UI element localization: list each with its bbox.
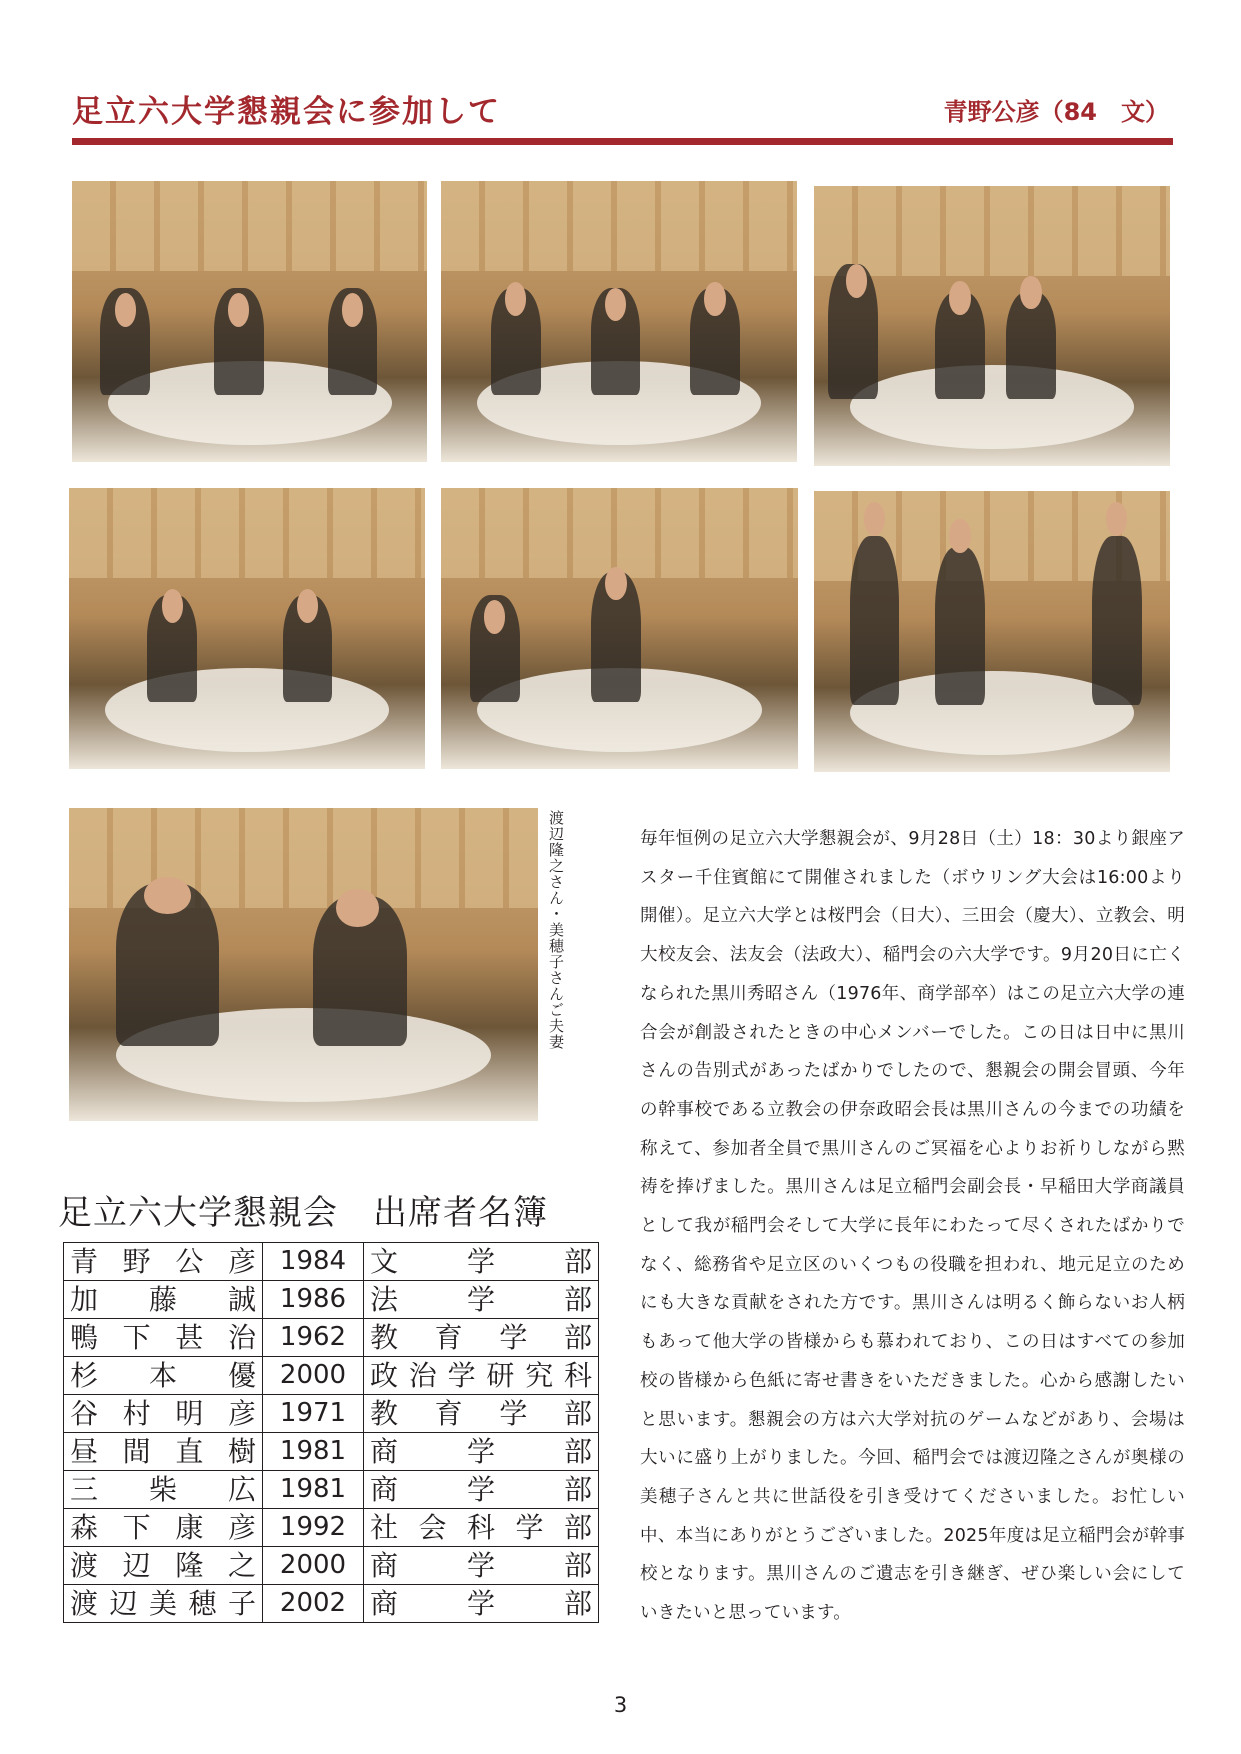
faculty: 商学部 xyxy=(364,1585,599,1623)
faculty: 法学部 xyxy=(364,1281,599,1319)
article-title: 足立六大学懇親会に参加して xyxy=(72,94,501,130)
faculty: 教育学部 xyxy=(364,1319,599,1357)
table-row xyxy=(64,1281,599,1319)
attendee-name: 加藤誠 xyxy=(64,1281,263,1319)
faculty: 教育学部 xyxy=(364,1395,599,1433)
attendee-name: 青野公彦 xyxy=(64,1243,263,1281)
faculty: 文学部 xyxy=(364,1243,599,1281)
graduation-year: 1962 xyxy=(263,1319,364,1357)
graduation-year: 1984 xyxy=(263,1243,364,1281)
photo-round-table xyxy=(69,488,425,769)
table-row xyxy=(64,1585,599,1623)
graduation-year: 2000 xyxy=(263,1547,364,1585)
table-row xyxy=(64,1547,599,1585)
photo-banquet-hall xyxy=(72,181,427,462)
graduation-year: 1992 xyxy=(263,1509,364,1547)
attendee-name: 杉本優 xyxy=(64,1357,263,1395)
page-number: 3 xyxy=(613,1693,628,1717)
photo-watanabe-couple xyxy=(69,808,538,1121)
photo-speaker-microphone xyxy=(441,488,798,769)
graduation-year: 1981 xyxy=(263,1433,364,1471)
table-row xyxy=(64,1471,599,1509)
faculty: 社会科学部 xyxy=(364,1509,599,1547)
table-row xyxy=(64,1433,599,1471)
faculty: 政治学研究科 xyxy=(364,1357,599,1395)
attendee-name: 渡辺美穂子 xyxy=(64,1585,263,1623)
attendee-name: 昼間直樹 xyxy=(64,1433,263,1471)
table-row xyxy=(64,1243,599,1281)
title-underline xyxy=(72,138,1173,145)
graduation-year: 2000 xyxy=(263,1357,364,1395)
roster-title: 足立六大学懇親会 出席者名簿 xyxy=(58,1193,548,1233)
table-row xyxy=(64,1357,599,1395)
graduation-year: 1971 xyxy=(263,1395,364,1433)
attendee-name: 谷村明彦 xyxy=(64,1395,263,1433)
author-name: 青野公彦（84 文） xyxy=(943,98,1169,126)
attendee-name: 森下康彦 xyxy=(64,1509,263,1547)
table-row xyxy=(64,1395,599,1433)
graduation-year: 2002 xyxy=(263,1585,364,1623)
photo-caption: 渡辺隆之さん・美穂子さんご夫妻 xyxy=(547,810,565,1050)
photo-three-standing xyxy=(814,491,1170,772)
photo-table-guests xyxy=(441,181,797,462)
faculty: 商学部 xyxy=(364,1471,599,1509)
attendee-roster-table xyxy=(63,1242,599,1623)
table-row xyxy=(64,1509,599,1547)
faculty: 商学部 xyxy=(364,1433,599,1471)
table-row xyxy=(64,1319,599,1357)
article-body: 毎年恒例の足立六大学懇親会が、9月28日（土）18：30より銀座アスター千住賓館にて開催されました（ボウリング大会は16:00より開催）。足立六大学とは桜門会（日大）、三田会（慶大）、立教会、明大校友会、法友会（法政大）、稲門会の六大学です。9月20日に亡くなられた黒川秀昭さん（1976年、商学部卒）はこの足立六大学の連合会が創設されたときの中心メンバーでした。この日は日中に黒川さんの告別式があったばかりでしたので、懇親会の開会冒頭、今年の幹事校である立教会の伊奈政昭会長は黒川さんの今までの功績を称えて、参加者全員で黒川さんのご冥福を心よりお祈りしながら黙祷を捧げました。黒川さんは足立稲門会副会長・早稲田大学商議員として我が稲門会そして大学に長年にわたって尽くされたばかりでなく、総務省や足立区のいくつもの役職を担われ、地元足立のためにも大きな貢献をされた方です。黒川さんは明るく飾らないお人柄もあって他大学の皆様からも慕われており、この日はすべての参加校の皆様から色紙に寄せ書きをいただきました。心から感謝したいと思います。懇親会の方は六大学対抗のゲームなどがあり、会場は大いに盛り上がりました。今回、稲門会では渡辺隆之さんが奥様の美穂子さんと共に世話役を引き受けてくださいました。お忙しい中、本当にありがとうございました。2025年度は足立稲門会が幹事校となります。黒川さんのご遺志を引き継ぎ、ぜひ楽しい会にしていきたいと思っています。 xyxy=(640,829,1185,1624)
faculty: 商学部 xyxy=(364,1547,599,1585)
graduation-year: 1986 xyxy=(263,1281,364,1319)
photo-three-men-seated xyxy=(814,186,1170,466)
attendee-name: 鴨下甚治 xyxy=(64,1319,263,1357)
attendee-name: 三柴広 xyxy=(64,1471,263,1509)
graduation-year: 1981 xyxy=(263,1471,364,1509)
attendee-name: 渡辺隆之 xyxy=(64,1547,263,1585)
